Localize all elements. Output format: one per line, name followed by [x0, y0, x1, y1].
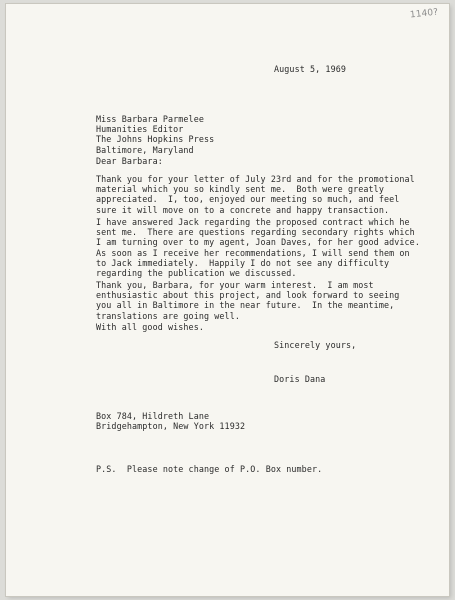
addressee-line: The Johns Hopkins Press [96, 134, 215, 145]
addressee-block [96, 114, 214, 155]
paragraph-line: Thank you, Barbara, for your warm interest. I am most [96, 280, 374, 290]
addressee-line: Baltimore, Maryland [96, 144, 194, 155]
paragraph-line: As soon as I receive her recommendations, I will send them on [96, 247, 410, 258]
letter-page [6, 4, 449, 596]
paragraph-line: you all in Baltimore in the near future. In the meantime, [96, 300, 395, 311]
signoff: Sincerely yours, [274, 340, 357, 350]
return-address-line: Box 784, Hildreth Lane [96, 411, 210, 421]
paragraph-line: regarding the publication we discussed. [96, 268, 297, 279]
paragraph-line: I have answered Jack regarding the proposed contract which he [96, 217, 410, 227]
paragraph-line: appreciated. I, too, enjoyed our meeting so much, and feel [96, 194, 400, 205]
addressee-line: Miss Barbara Parmelee [96, 114, 204, 124]
paragraph-line: translations are going well. [96, 310, 240, 321]
body-paragraph-2 [96, 217, 420, 278]
body-paragraph-1 [96, 174, 415, 215]
archive-mark: 1140? [409, 7, 439, 21]
paragraph-line: I am turning over to my agent, Joan Daves, for her good advice. [96, 237, 420, 248]
letter-date: August 5, 1969 [274, 64, 346, 74]
paragraph-line: sent me. There are questions regarding secondary rights which [96, 227, 415, 238]
signature-name: Doris Dana [274, 374, 326, 384]
return-address [96, 411, 245, 431]
salutation: Dear Barbara: [96, 156, 163, 166]
closing-line: With all good wishes. [96, 322, 204, 332]
paragraph-line: sure it will move on to a concrete and happy transaction. [96, 204, 390, 215]
paragraph-line: to Jack immediately. Happily I do not see any difficulty [96, 257, 390, 268]
paragraph-line: Thank you for your letter of July 23rd and for the promotional [96, 174, 415, 184]
body-paragraph-3 [96, 280, 399, 321]
addressee-line: Humanities Editor [96, 124, 184, 135]
paragraph-line: material which you so kindly sent me. Both were greatly [96, 184, 384, 195]
return-address-line: Bridgehampton, New York 11932 [96, 421, 246, 432]
postscript: P.S. Please note change of P.O. Box number. [96, 464, 323, 474]
paragraph-line: enthusiastic about this project, and look forward to seeing [96, 290, 400, 301]
